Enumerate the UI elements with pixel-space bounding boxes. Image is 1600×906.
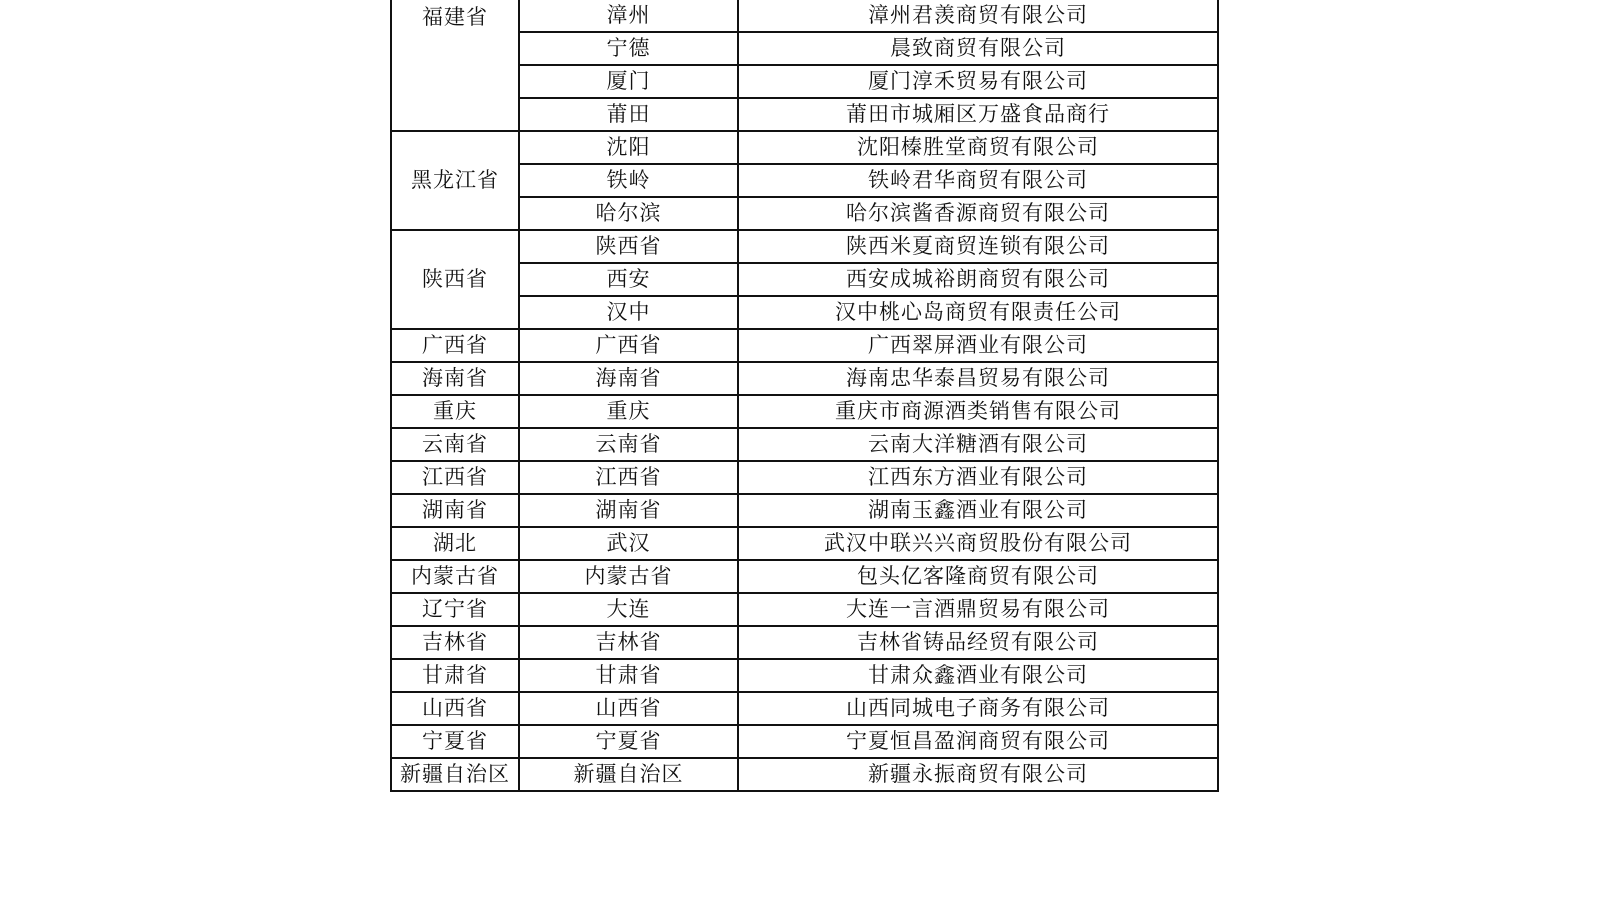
city-cell: 甘肃省 (519, 659, 738, 692)
table-row (391, 626, 1218, 659)
company-cell: 甘肃众鑫酒业有限公司 (738, 659, 1218, 692)
province-cell (391, 461, 519, 494)
company-cell: 陕西米夏商贸连锁有限公司 (738, 230, 1218, 263)
company-cell: 西安成城裕朗商贸有限公司 (738, 263, 1218, 296)
company-cell: 宁夏恒昌盈润商贸有限公司 (738, 725, 1218, 758)
province-label: 黑龙江省 (411, 168, 499, 192)
province-cell (391, 0, 519, 131)
city-cell: 西安 (519, 263, 738, 296)
province-cell (391, 725, 519, 758)
province-cell (391, 131, 519, 230)
province-label: 甘肃省 (422, 663, 488, 687)
province-label: 海南省 (422, 366, 488, 390)
company-cell: 新疆永振商贸有限公司 (738, 758, 1218, 791)
city-cell: 新疆自治区 (519, 758, 738, 791)
city-cell: 重庆 (519, 395, 738, 428)
province-label: 湖北 (433, 531, 477, 555)
province-label: 广西省 (422, 333, 488, 357)
province-label: 云南省 (422, 432, 488, 456)
province-label: 重庆 (433, 399, 477, 423)
city-cell: 广西省 (519, 329, 738, 362)
province-label: 新疆自治区 (400, 762, 510, 786)
province-cell (391, 626, 519, 659)
province-cell (391, 692, 519, 725)
city-cell: 湖南省 (519, 494, 738, 527)
city-cell: 漳州 (519, 0, 738, 32)
city-cell: 沈阳 (519, 131, 738, 164)
province-cell (391, 362, 519, 395)
company-cell: 铁岭君华商贸有限公司 (738, 164, 1218, 197)
table-row (391, 758, 1218, 791)
table-row (391, 461, 1218, 494)
city-cell: 海南省 (519, 362, 738, 395)
province-cell (391, 560, 519, 593)
company-cell: 重庆市商源酒类销售有限公司 (738, 395, 1218, 428)
province-cell (391, 395, 519, 428)
company-cell: 湖南玉鑫酒业有限公司 (738, 494, 1218, 527)
company-cell: 莆田市城厢区万盛食品商行 (738, 98, 1218, 131)
city-cell: 陕西省 (519, 230, 738, 263)
city-cell: 武汉 (519, 527, 738, 560)
city-cell: 江西省 (519, 461, 738, 494)
city-cell: 宁夏省 (519, 725, 738, 758)
company-cell: 包头亿客隆商贸有限公司 (738, 560, 1218, 593)
province-cell (391, 494, 519, 527)
company-cell: 哈尔滨酱香源商贸有限公司 (738, 197, 1218, 230)
company-cell: 吉林省铸品经贸有限公司 (738, 626, 1218, 659)
distributor-table-body (391, 0, 1218, 791)
province-label: 湖南省 (422, 498, 488, 522)
table-row (391, 428, 1218, 461)
city-cell: 山西省 (519, 692, 738, 725)
province-cell (391, 230, 519, 329)
table-row (391, 725, 1218, 758)
city-cell: 大连 (519, 593, 738, 626)
company-cell: 山西同城电子商务有限公司 (738, 692, 1218, 725)
province-label: 辽宁省 (422, 597, 488, 621)
province-cell (391, 593, 519, 626)
company-cell: 厦门淳禾贸易有限公司 (738, 65, 1218, 98)
province-cell (391, 329, 519, 362)
table-row (391, 362, 1218, 395)
province-label: 吉林省 (422, 630, 488, 654)
table-row (391, 131, 1218, 164)
province-label: 山西省 (422, 696, 488, 720)
company-cell: 大连一言酒鼎贸易有限公司 (738, 593, 1218, 626)
company-cell: 武汉中联兴兴商贸股份有限公司 (738, 527, 1218, 560)
table-row (391, 395, 1218, 428)
province-cell (391, 428, 519, 461)
city-cell: 厦门 (519, 65, 738, 98)
company-cell: 海南忠华泰昌贸易有限公司 (738, 362, 1218, 395)
table-row (391, 659, 1218, 692)
company-cell: 江西东方酒业有限公司 (738, 461, 1218, 494)
city-cell: 铁岭 (519, 164, 738, 197)
table-row (391, 329, 1218, 362)
company-cell: 漳州君羡商贸有限公司 (738, 0, 1218, 32)
distributor-table (390, 0, 1219, 792)
province-cell (391, 659, 519, 692)
province-label: 福建省 (422, 5, 488, 29)
table-row (391, 0, 1218, 32)
city-cell: 汉中 (519, 296, 738, 329)
company-cell: 云南大洋糖酒有限公司 (738, 428, 1218, 461)
city-cell: 吉林省 (519, 626, 738, 659)
city-cell: 云南省 (519, 428, 738, 461)
province-cell (391, 758, 519, 791)
province-label: 陕西省 (422, 267, 488, 291)
table-row (391, 527, 1218, 560)
company-cell: 沈阳榛胜堂商贸有限公司 (738, 131, 1218, 164)
table-row (391, 494, 1218, 527)
table-row (391, 230, 1218, 263)
province-label: 内蒙古省 (411, 564, 499, 588)
city-cell: 哈尔滨 (519, 197, 738, 230)
province-label: 宁夏省 (422, 729, 488, 753)
table-row (391, 560, 1218, 593)
city-cell: 莆田 (519, 98, 738, 131)
province-cell (391, 527, 519, 560)
company-cell: 广西翠屏酒业有限公司 (738, 329, 1218, 362)
table-row (391, 692, 1218, 725)
city-cell: 内蒙古省 (519, 560, 738, 593)
province-label: 江西省 (422, 465, 488, 489)
company-cell: 晨致商贸有限公司 (738, 32, 1218, 65)
company-cell: 汉中桃心岛商贸有限责任公司 (738, 296, 1218, 329)
table-row (391, 593, 1218, 626)
city-cell: 宁德 (519, 32, 738, 65)
